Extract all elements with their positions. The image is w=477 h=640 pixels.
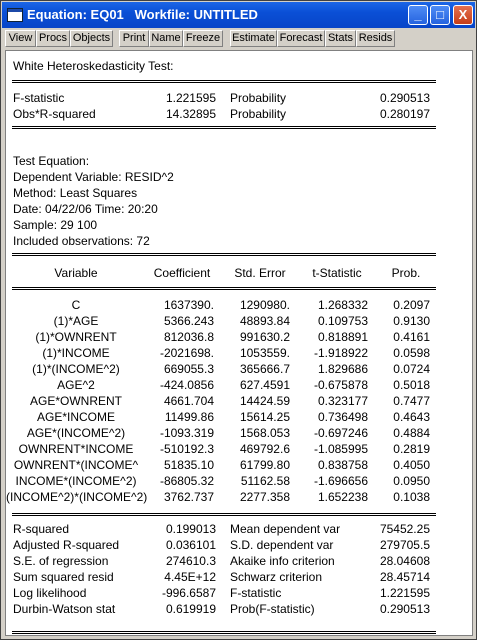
summary-row [6, 537, 473, 553]
summary-row [6, 569, 473, 585]
value-cell: 0.0598 [393, 346, 430, 360]
view-button[interactable]: View [5, 30, 36, 47]
double-rule [12, 631, 436, 634]
summary-label: Log likelihood [13, 586, 87, 600]
print-button[interactable]: Print [119, 30, 149, 47]
value-cell: 1.652238 [317, 490, 368, 504]
minimize-button[interactable]: _ [408, 5, 428, 25]
info-line: Included observations: 72 [13, 234, 150, 248]
value-cell: 15614.25 [239, 410, 290, 424]
value-cell: 0.0724 [393, 362, 430, 376]
summary-label: Akaike info criterion [230, 554, 335, 568]
value-cell: 0.818891 [317, 330, 368, 344]
value-cell: 61799.80 [239, 458, 290, 472]
variable-cell: AGE^2 [57, 378, 95, 392]
variable-cell: AGE*OWNRENT [29, 394, 122, 408]
table-row [6, 441, 473, 457]
summary-row [6, 585, 473, 601]
variable-cell: C [71, 298, 81, 312]
table-row [6, 329, 473, 345]
table-row [6, 313, 473, 329]
info-line: Sample: 29 100 [13, 218, 98, 232]
stat-prob-label: Probability [230, 107, 287, 121]
variable-cell: AGE*INCOME [36, 410, 115, 424]
table-row [6, 425, 473, 441]
info-line: Test Equation: [13, 154, 90, 168]
table-row [6, 361, 473, 377]
value-cell: 0.4643 [393, 410, 430, 424]
summary-value: 75452.25 [379, 522, 430, 536]
summary-row [6, 521, 473, 537]
summary-label: R-squared [13, 522, 70, 536]
value-cell: 1.829686 [317, 362, 368, 376]
variable-cell: (INCOME^2)*(INCOME^2) [6, 490, 148, 504]
summary-row [6, 553, 473, 569]
summary-label: Prob(F-statistic) [230, 602, 315, 616]
summary-value: 0.199013 [165, 522, 216, 536]
value-cell: 0.838758 [317, 458, 368, 472]
value-cell: 0.323177 [317, 394, 368, 408]
procs-button[interactable]: Procs [36, 30, 70, 47]
value-cell: -424.0856 [159, 378, 214, 392]
stat-value: 14.32895 [165, 107, 216, 121]
value-cell: 51162.58 [240, 474, 290, 488]
table-row [6, 473, 473, 489]
freeze-button[interactable]: Freeze [183, 30, 223, 47]
column-header: Variable [54, 266, 98, 280]
stat-label: Obs*R-squared [13, 107, 96, 121]
table-row [6, 489, 473, 505]
summary-label: Durbin-Watson stat [13, 602, 116, 616]
info-line: Dependent Variable: RESID^2 [13, 170, 174, 184]
name-button[interactable]: Name [149, 30, 183, 47]
summary-label: Adjusted R-squared [13, 538, 120, 552]
summary-value: 28.04608 [379, 554, 430, 568]
value-cell: 5366.243 [163, 314, 214, 328]
value-cell: 0.2097 [393, 298, 430, 312]
summary-label: F-statistic [230, 586, 282, 600]
double-rule [12, 126, 436, 129]
summary-label: S.D. dependent var [230, 538, 334, 552]
variable-cell: AGE*(INCOME^2) [26, 426, 126, 440]
summary-value: 0.619919 [165, 602, 216, 616]
value-cell: 627.4591 [239, 378, 290, 392]
value-cell: 0.9130 [393, 314, 430, 328]
summary-value: -996.6587 [161, 586, 216, 600]
value-cell: 0.4161 [393, 330, 430, 344]
output-pane[interactable] [5, 50, 473, 636]
summary-value: 4.45E+12 [164, 570, 216, 584]
info-line: Method: Least Squares [13, 186, 138, 200]
variable-cell: (1)*OWNRENT [35, 330, 117, 344]
value-cell: 4661.704 [163, 394, 214, 408]
variable-cell: OWNRENT*INCOME [18, 442, 134, 456]
table-row [6, 457, 473, 473]
stat-prob-label: Probability [230, 91, 287, 105]
maximize-button[interactable]: □ [430, 5, 450, 25]
table-row [6, 345, 473, 361]
table-header [6, 265, 473, 281]
close-button[interactable]: X [453, 5, 473, 25]
double-rule [12, 253, 436, 256]
value-cell: -1.696656 [313, 474, 368, 488]
value-cell: 1053559. [239, 346, 290, 360]
double-rule [12, 80, 436, 83]
value-cell: 669055.3 [163, 362, 214, 376]
summary-label: Schwarz criterion [230, 570, 323, 584]
value-cell: 1.268332 [317, 298, 368, 312]
value-cell: 11499.86 [164, 410, 214, 424]
value-cell: 1637390. [163, 298, 214, 312]
stat-value: 1.221595 [165, 91, 216, 105]
value-cell: 469792.6 [239, 442, 290, 456]
value-cell: -510192.3 [159, 442, 214, 456]
value-cell: -1.918922 [313, 346, 368, 360]
variable-cell: (1)*AGE [53, 314, 99, 328]
column-header: Coefficient [153, 266, 211, 280]
window-title: Equation: EQ01 Workfile: UNTITLED [27, 7, 258, 22]
value-cell: -0.675878 [313, 378, 368, 392]
summary-value: 279705.5 [379, 538, 430, 552]
window-app-icon [7, 8, 23, 22]
summary-label: S.E. of regression [13, 554, 109, 568]
summary-label: Sum squared resid [13, 570, 114, 584]
value-cell: 365666.7 [239, 362, 290, 376]
variable-cell: OWNRENT*(INCOME^ [13, 458, 139, 472]
value-cell: 2277.358 [239, 490, 290, 504]
summary-label: Mean dependent var [230, 522, 341, 536]
table-row [6, 297, 473, 313]
summary-row [6, 601, 473, 617]
variable-cell: (1)*INCOME [42, 346, 110, 360]
value-cell: 48893.84 [239, 314, 290, 328]
value-cell: 0.2819 [393, 442, 430, 456]
value-cell: -0.697246 [313, 426, 368, 440]
value-cell: 0.7477 [393, 394, 430, 408]
column-header: Prob. [391, 266, 421, 280]
table-row [6, 409, 473, 425]
toolbar [2, 28, 475, 49]
objects-button[interactable]: Objects [70, 30, 113, 47]
info-line: Date: 04/22/06 Time: 20:20 [13, 202, 158, 216]
value-cell: 1290980. [239, 298, 290, 312]
value-cell: 0.109753 [317, 314, 368, 328]
value-cell: 0.0950 [393, 474, 430, 488]
title-bar[interactable] [2, 2, 475, 28]
test-stat-row [6, 106, 473, 122]
stat-label: F-statistic [13, 91, 65, 105]
summary-value: 0.290513 [379, 602, 430, 616]
stat-prob: 0.290513 [379, 91, 430, 105]
value-cell: 1568.053 [239, 426, 290, 440]
value-cell: -1093.319 [159, 426, 214, 440]
value-cell: 812036.8 [163, 330, 214, 344]
value-cell: 14424.59 [239, 394, 290, 408]
test-title: White Heteroskedasticity Test: [13, 59, 174, 73]
value-cell: -86805.32 [159, 474, 214, 488]
estimate-button[interactable]: Estimate [230, 30, 277, 47]
value-cell: 0.4050 [393, 458, 430, 472]
test-stat-row [6, 90, 473, 106]
column-header: t-Statistic [312, 266, 362, 280]
value-cell: 3762.737 [163, 490, 214, 504]
double-rule [12, 287, 436, 290]
value-cell: 0.4884 [393, 426, 430, 440]
value-cell: 51835.10 [163, 458, 214, 472]
stats-button[interactable]: Stats [325, 30, 356, 47]
variable-cell: INCOME*(INCOME^2) [15, 474, 137, 488]
column-header: Std. Error [234, 266, 286, 280]
value-cell: 0.736498 [317, 410, 368, 424]
summary-value: 28.45714 [379, 570, 430, 584]
value-cell: -1.085995 [313, 442, 368, 456]
summary-value: 274610.3 [165, 554, 216, 568]
table-row [6, 377, 473, 393]
value-cell: 991630.2 [239, 330, 290, 344]
value-cell: 0.5018 [393, 378, 430, 392]
resids-button[interactable]: Resids [356, 30, 395, 47]
table-row [6, 393, 473, 409]
summary-value: 1.221595 [379, 586, 430, 600]
forecast-button[interactable]: Forecast [277, 30, 325, 47]
value-cell: 0.1038 [393, 490, 430, 504]
double-rule [12, 513, 436, 516]
stat-prob: 0.280197 [379, 107, 430, 121]
variable-cell: (1)*(INCOME^2) [32, 362, 120, 376]
value-cell: -2021698. [159, 346, 214, 360]
summary-value: 0.036101 [165, 538, 216, 552]
